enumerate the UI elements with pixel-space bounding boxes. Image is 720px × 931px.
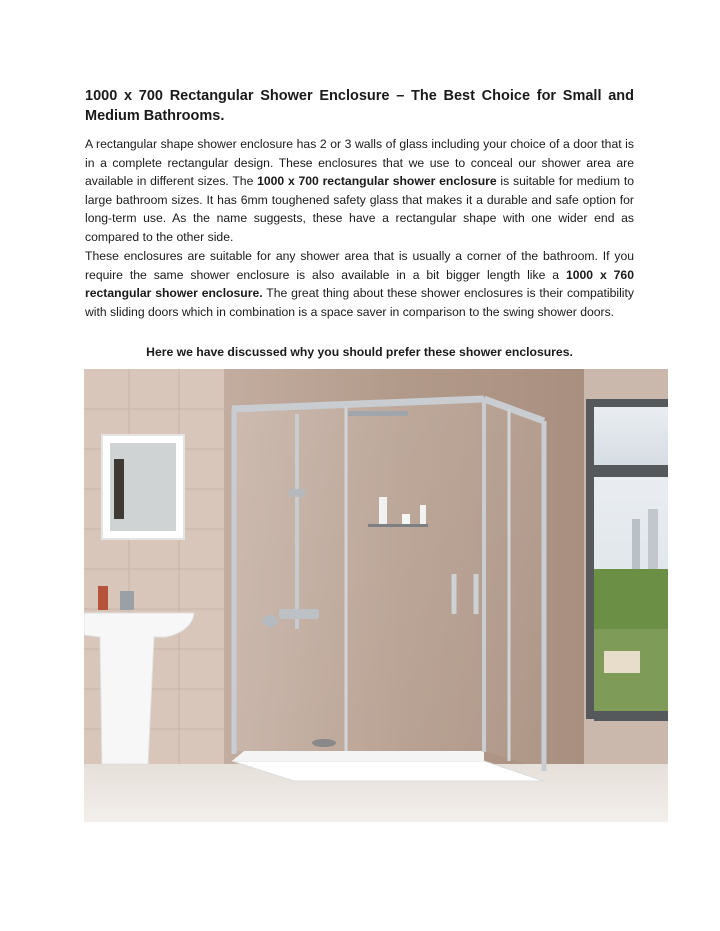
greenery (594, 569, 668, 629)
article-heading: 1000 x 700 Rectangular Shower Enclosure – The Best Choice for Small and Medium Bathrooms. (85, 88, 634, 124)
paragraph-2-bold-link: 1000 x 760 rectangular shower enclosure. (85, 267, 634, 301)
center-note: Here we have discussed why you should prefer these shower enclosures. (146, 345, 573, 359)
villa (604, 651, 640, 673)
paragraph-1-bold-link: 1000 x 700 rectangular shower enclosure (257, 174, 497, 189)
toiletry-bottle (98, 586, 108, 610)
paragraph-2-text-b: The great thing about these shower enclosures is their compatibility with sliding doors which in combination is a space saver in comparison to the swing shower doors. (85, 286, 634, 319)
paragraph-1-text-a: A rectangular shape shower enclosure has 2 or 3 walls of glass including your choice of a door that is in a complete rectangular design. These enclosures that we use to conceal our shower area are available in different sizes. The (85, 137, 634, 189)
glass-panels (234, 399, 544, 769)
paragraph-2 (85, 247, 634, 321)
tap-icon (120, 591, 134, 610)
paragraph-1 (85, 135, 634, 247)
shower-enclosure-photo (84, 369, 668, 822)
mirror-reflection (114, 459, 124, 519)
paragraph-1-text-b: is suitable for medium to large bathroom sizes. It has 6mm toughened safety glass that makes it a durable and safe option for long-term use. As the name suggests, these have a rectangular shape with one wider end as compared to the other side. (85, 174, 634, 244)
paragraph-2-text-a: These enclosures are suitable for any shower area that is usually a corner of the bathroom. If you require the same shower enclosure is also available in a bit bigger length like a (85, 249, 634, 282)
distant-building (648, 509, 658, 579)
shower-enclosure-illustration (84, 369, 668, 822)
tray-top (232, 751, 484, 761)
window-top-pane (594, 407, 668, 465)
window-sill (594, 711, 668, 721)
